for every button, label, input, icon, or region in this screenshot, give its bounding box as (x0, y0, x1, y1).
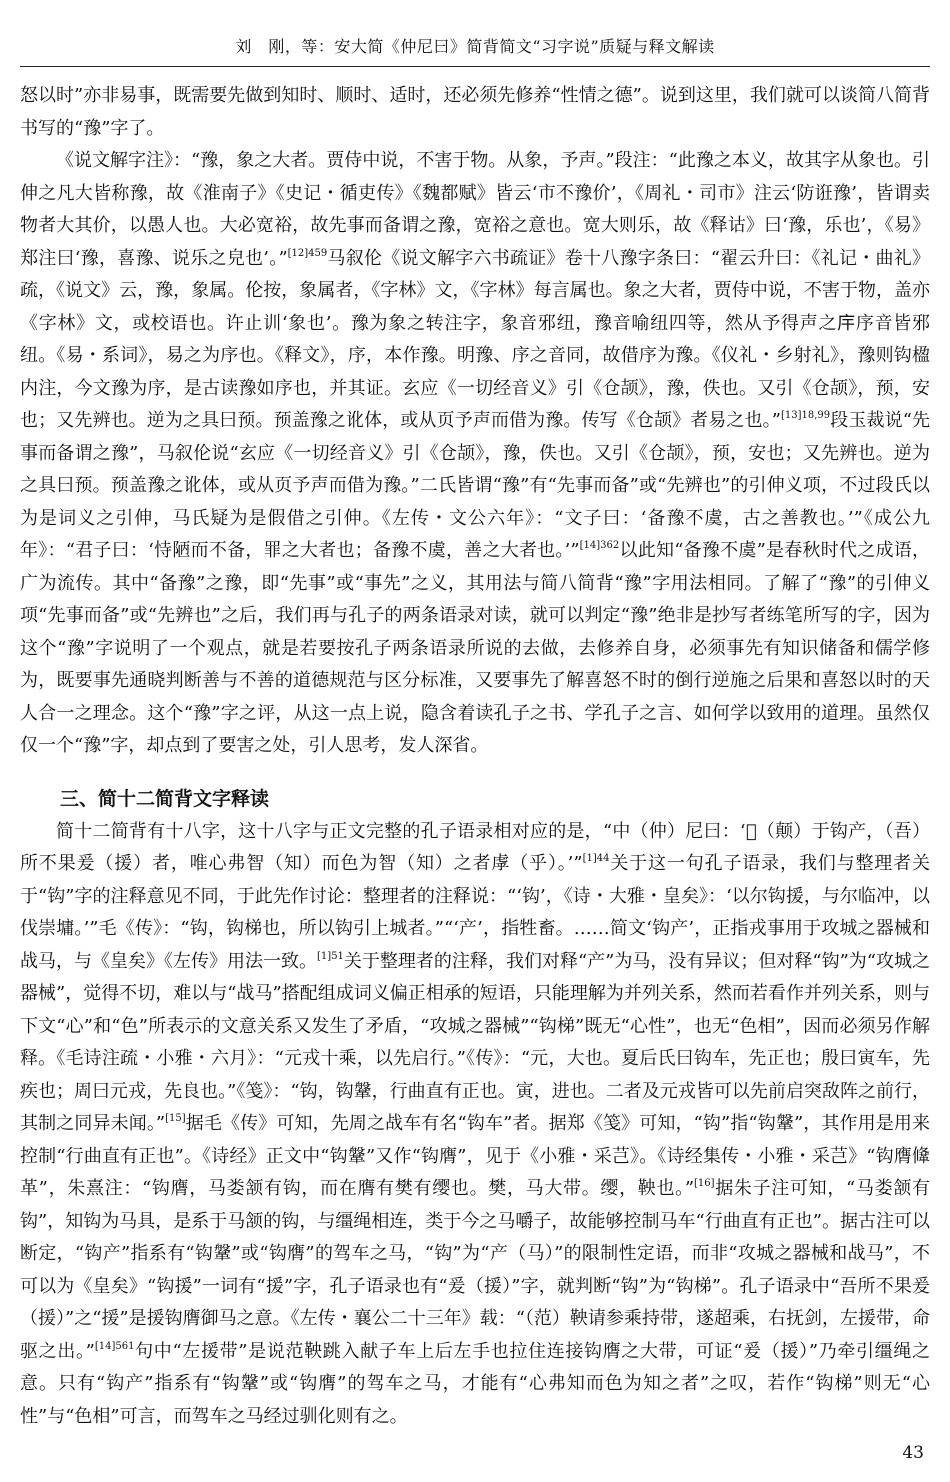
citation: [14]561 (94, 1340, 135, 1352)
paragraph-text: 关于整理者的注释，我们对释“产”为马，没有异议；但对释“钩”为“攻城之器械”，觉得不切，难以与“战马”搭配组成词义偏正相承的短语，只能理解为并列关系，然而若看作并列关系，则与下文“心”和“色”所表示的文意关系又发生了矛盾，“攻城之器械”“钩梯”既无“心性”，也无“色相”，因而必须另作解释。《毛诗注疏・小雅・六月》：“元戎十乘，以先启行。”《传》：“元，大也。夏后氏曰钩车，先正也；殷曰寅车，先疾也；周曰元戎，先良也。”《笺》：“钩，钩鞶，行曲直有正也。寅，进也。二者及元戎皆可以先前启突敌阵之前行，其制之同异未闻。” (20, 950, 930, 1134)
paragraph-text: 马叙伦《说文解字六书疏证》卷十八豫字条曰：“翟云升曰：《礼记・曲礼》疏，《说文》云，豫，象属。伦按，象属者，《字林》文，《字林》每言属也。象之大者，贾侍中说，不害于物，盖亦《字林》文，或校语也。许止训‘象也’。豫为象之转注字，象音邪纽，豫音喻纽四等，然从予得声之𢇛序音皆邪纽。《易・系词》，易之为序也。《释文》，序，本作豫。明豫、序之音同，故借序为豫。《仪礼・乡射礼》，豫则钩楹内注，今文豫为序，是古读豫如序也，并其证。玄应《一切经音义》引《仓颉》，豫，佚也。又引《仓颉》，预，安也；又先辨也。逆为之具曰预。预盖豫之讹体，或从页予声而借为豫。传写《仓颉》者易之也。” (20, 247, 930, 431)
citation: [15] (165, 1113, 186, 1124)
paragraph-yu-analysis (20, 145, 930, 763)
header-divider (20, 66, 930, 67)
citation: [1]44 (582, 853, 610, 864)
article-body (20, 80, 930, 1433)
section-heading: 三、简十二简背文字释读 (60, 787, 270, 810)
citation: [1]51 (317, 950, 344, 962)
paragraph-text: 以此知“备豫不虞”是春秋时代之成语，广为流传。其中“备豫”之豫，即“先事”或“事先”之义，其用法与简八简背“豫”字用法相同。了解了“豫”的引伸义项“先事而备”或“先辨也”之后，我们再与孔子的两条语录对读，就可以判定“豫”绝非是抄写者练笔所写的字，因为这个“豫”字说明了一个观点，就是若要按孔子两条语录所说的去做，去修养自身，必须事先有知识储备和儒学修为，既要事先通晓判断善与不善的道德规范与区分标准，又要事先了解喜怒不时的倒行逆施之后果和喜怒以时的天人合一之理念。这个“豫”字之评，从这一点上说，隐含着读孔子之书、学孔子之言、如何学以致用的道理。虽然仅仅一个“豫”字，却点到了要害之处，引人思考，发人深省。 (20, 540, 930, 756)
citation: [16] (694, 1178, 715, 1189)
paragraph-slip-twelve (20, 816, 930, 1434)
journal-page (20, 0, 930, 1482)
paragraph-text: 据朱子注可知，“马娄颔有钩”，知钩为马具，是系于马颔的钩，与缰绳相连，类于今之马嚼子，故能够控制马车“行曲直有正也”。据古注可以断定，“钩产”指系有“钩鞶”或“钩膺”的驾车之马，“钩”为“产（马）”的限制性定语，而非“攻城之器械和战马”，不可以为《皇矣》“钩援”一词有“援”字，孔子语录也有“爰（援）”字，就判断“钩”为“钩梯”。孔子语录中“吾所不果爰（援）”之“援”是援钩膺御马之意。《左传・襄公二十三年》载：“（范）鞅请参乘持带，遂超乘，右抚剑，左援带，命驱之出。” (20, 1178, 931, 1362)
citation: [12]459 (287, 247, 328, 259)
paragraph-text: 段玉裁说“先事而备谓之豫”，马叙伦说“玄应《一切经音义》引《仓颉》，豫，佚也。又引《仓颉》，预，安也；又先辨也。逆为之具曰预。预盖豫之讹体，或从页予声而借为豫。”二氏皆谓“豫”有“先事而备”或“先辨也”的引伸义项，不过段氏以为是词义之引伸，马氏疑为是假借之引伸。《左传・文公六年》：“文子曰：‘备豫不虞，古之善教也。’”《成公九年》：“君子曰：‘恃陋而不备，罪之大者也；备豫不虞，善之大者也。’” (20, 410, 931, 561)
paragraph-text: 据毛《传》可知，先周之战车有名“钩车”者。据郑《笺》可知，“钩”指“钩鞶”，其作用是用来控制“行曲直有正也”。《诗经》正文中“钩鞶”又作“钩膺”，见于《小雅・采芑》。《诗经集传・小雅・采芑》“钩膺鞗革”，朱熹注：“钩膺，马娄颔有钩，而在膺有樊有缨也。樊，马大带。缨，鞅也。” (20, 1113, 930, 1199)
citation: [14]362 (579, 540, 620, 551)
paragraph-text: 简十二简背有十八字，这十八字与正文完整的孔子语录相对应的是，“中（仲）尼曰：‘𨗜（颠）于钩产，（吾）所不果爰（援）者，唯心弗智（知）而色为智（知）之者虖（乎）。’” (20, 820, 930, 874)
citation: [13]18,99 (780, 410, 831, 421)
paragraph-continued: 怒以时”亦非易事，既需要先做到知时、顺时、适时，还必须先修养“性情之德”。说到这里，我们就可以谈简八简背书写的“豫”字了。 (20, 85, 930, 139)
running-header: 刘 刚，等：安大简《仲尼曰》简背简文“习字说”质疑与释文解读 (235, 37, 715, 56)
paragraph-text: 《说文解字注》：“豫，象之大者。贾侍中说，不害于物。从象，予声。”段注：“此豫之本义，故其字从象也。引伸之凡大皆称豫，故《淮南子》《史记・循吏传》《魏都赋》皆云‘市不豫价’，《周礼・司市》注云‘防诳豫’，皆谓卖物者大其价，以愚人也。大必宽裕，故先事而备谓之豫，宽裕之意也。宽大则乐，故《释诂》曰‘豫，乐也’，《易》郑注曰‘豫，喜豫、说乐之皃也’。” (20, 150, 930, 269)
page-number: 43 (902, 1443, 924, 1463)
paragraph-text: 关于这一句孔子语录，我们与整理者关于“钩”字的注释意见不同，于此先作讨论：整理者的注释说：“‘钩’，《诗・大雅・皇矣》：‘以尔钩援，与尔临冲，以伐崇墉。’”毛《传》：“钩，钩梯也，所以钩引上城者。”“‘产’，指牲畜。……简文‘钩产’，正指戎事用于攻城之器械和战马，与《皇矣》《左传》用法一致。 (20, 853, 931, 972)
paragraph-text: 句中“左援带”是说范鞅跳入献子车上后左手也拉住连接钩膺之大带，可证“爰（援）”乃牵引缰绳之意。只有“钩产”指系有“钩鞶”或“钩膺”的驾车之马，才能有“心弗知而色为知之者”之叹，若作“钩梯”则无“心性”与“色相”可言，而驾车之马经过驯化则有之。 (20, 1340, 930, 1427)
